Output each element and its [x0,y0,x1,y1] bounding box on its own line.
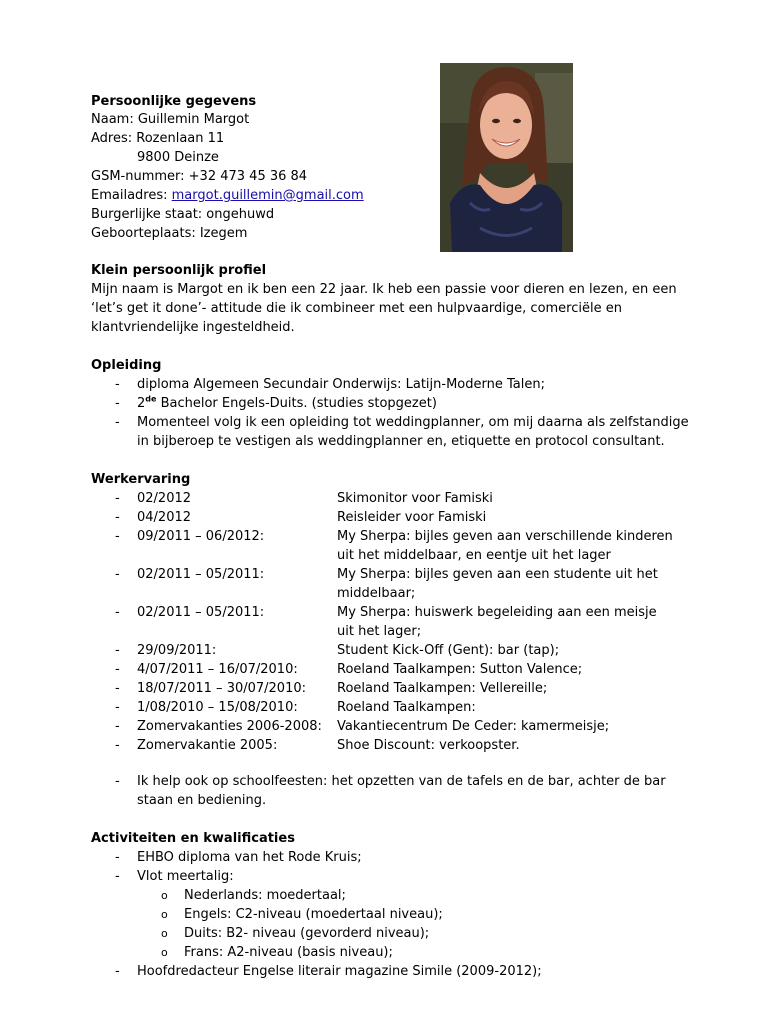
work-description-continued: middelbaar; [337,586,416,601]
language-item: Nederlands: moedertaal; [184,888,346,903]
language-item: Engels: C2-niveau (moedertaal niveau); [184,907,443,922]
work-date: 09/2011 – 06/2012: [137,529,265,544]
dash-bullet: - [115,377,120,392]
profile-line: Mijn naam is Margot en ik ben een 22 jaar. Ik heb een passie voor dieren en lezen, en een [91,282,677,297]
language-item: Duits: B2- niveau (gevorderd niveau); [184,926,430,941]
work-date: 04/2012 [137,510,192,525]
education-item-2-number: 2 [137,396,146,411]
work-extra-line-2: staan en bediening. [137,793,267,808]
dash-bullet: - [115,510,120,525]
work-description: My Sherpa: bijles geven aan verschillende kinderen [337,529,673,544]
dash-bullet: - [115,738,120,753]
work-date: 02/2011 – 05/2011: [137,567,265,582]
work-date: Zomervakantie 2005: [137,738,278,753]
work-description: Student Kick-Off (Gent): bar (tap); [337,643,560,658]
work-description: Roeland Taalkampen: [337,700,476,715]
email-link[interactable]: margot.guillemin@gmail.com [171,188,364,203]
email-line [91,186,364,205]
circle-bullet: o [161,908,168,921]
work-description: Reisleider voor Famiski [337,510,487,525]
dash-bullet: - [115,850,120,865]
dash-bullet: - [115,605,120,620]
work-date: Zomervakanties 2006-2008: [137,719,322,734]
work-description: Roeland Taalkampen: Sutton Valence; [337,662,583,677]
work-description: Skimonitor voor Famiski [337,491,493,506]
activity-item-3: Hoofdredacteur Engelse literair magazine Simile (2009-2012); [137,964,542,979]
dash-bullet: - [115,662,120,677]
work-description-continued: uit het middelbaar, en eentje uit het lager [337,548,611,563]
work-date: 1/08/2010 – 15/08/2010: [137,700,298,715]
work-date: 4/07/2011 – 16/07/2010: [137,662,298,677]
profile-photo [440,63,573,252]
profile-line: ‘let’s get it done’- attitude die ik combineer met een hulpvaardige, comerciële en [91,301,622,316]
dash-bullet: - [115,529,120,544]
dash-bullet: - [115,964,120,979]
gsm-line: GSM-nummer: +32 473 45 36 84 [91,169,308,184]
work-description-continued: uit het lager; [337,624,422,639]
education-item-3-line-2: in bijberoep te vestigen als weddingplanner en, etiquette en protocol consultant. [137,434,665,449]
section-heading-education: Opleiding [91,358,162,373]
dash-bullet: - [115,567,120,582]
education-item-3-line-1: Momenteel volg ik een opleiding tot weddingplanner, om mij daarna als zelfstandige [137,415,689,430]
education-item-2 [137,394,437,413]
education-item-1: diploma Algemeen Secundair Onderwijs: Latijn-Moderne Talen; [137,377,545,392]
activity-item-1: EHBO diploma van het Rode Kruis; [137,850,362,865]
name-line: Naam: Guillemin Margot [91,112,250,127]
dash-bullet: - [115,681,120,696]
dash-bullet: - [115,700,120,715]
section-heading-personal: Persoonlijke gegevens [91,94,257,109]
address-line-2: 9800 Deinze [137,150,219,165]
section-heading-profile: Klein persoonlijk profiel [91,263,267,278]
work-extra-line-1: Ik help ook op schoolfeesten: het opzetten van de tafels en de bar, achter de bar [137,774,666,789]
work-description: Roeland Taalkampen: Vellereille; [337,681,548,696]
civil-status-line: Burgerlijke staat: ongehuwd [91,207,275,222]
education-item-2-text: Bachelor Engels-Duits. (studies stopgezet) [156,396,437,411]
email-label: Emailadres: [91,188,172,203]
dash-bullet: - [115,491,120,506]
profile-line: klantvriendelijke ingesteldheid. [91,320,295,335]
work-date: 29/09/2011: [137,643,217,658]
activity-item-2: Vlot meertalig: [137,869,234,884]
dash-bullet: - [115,415,120,430]
work-description: Shoe Discount: verkoopster. [337,738,520,753]
work-date: 02/2011 – 05/2011: [137,605,265,620]
address-line-1: Adres: Rozenlaan 11 [91,131,225,146]
language-item: Frans: A2-niveau (basis niveau); [184,945,393,960]
circle-bullet: o [161,946,168,959]
circle-bullet: o [161,889,168,902]
work-description: Vakantiecentrum De Ceder: kamermeisje; [337,719,610,734]
birthplace-line: Geboorteplaats: Izegem [91,226,248,241]
dash-bullet: - [115,869,120,884]
work-date: 18/07/2011 – 30/07/2010: [137,681,306,696]
work-description: My Sherpa: huiswerk begeleiding aan een meisje [337,605,657,620]
dash-bullet: - [115,719,120,734]
circle-bullet: o [161,927,168,940]
work-date: 02/2012 [137,491,192,506]
dash-bullet: - [115,643,120,658]
dash-bullet: - [115,774,120,789]
education-item-2-sup: de [145,394,157,404]
section-heading-work: Werkervaring [91,472,191,487]
dash-bullet: - [115,396,120,411]
section-heading-activities: Activiteiten en kwalificaties [91,831,295,846]
work-description: My Sherpa: bijles geven aan een studente uit het [337,567,658,582]
